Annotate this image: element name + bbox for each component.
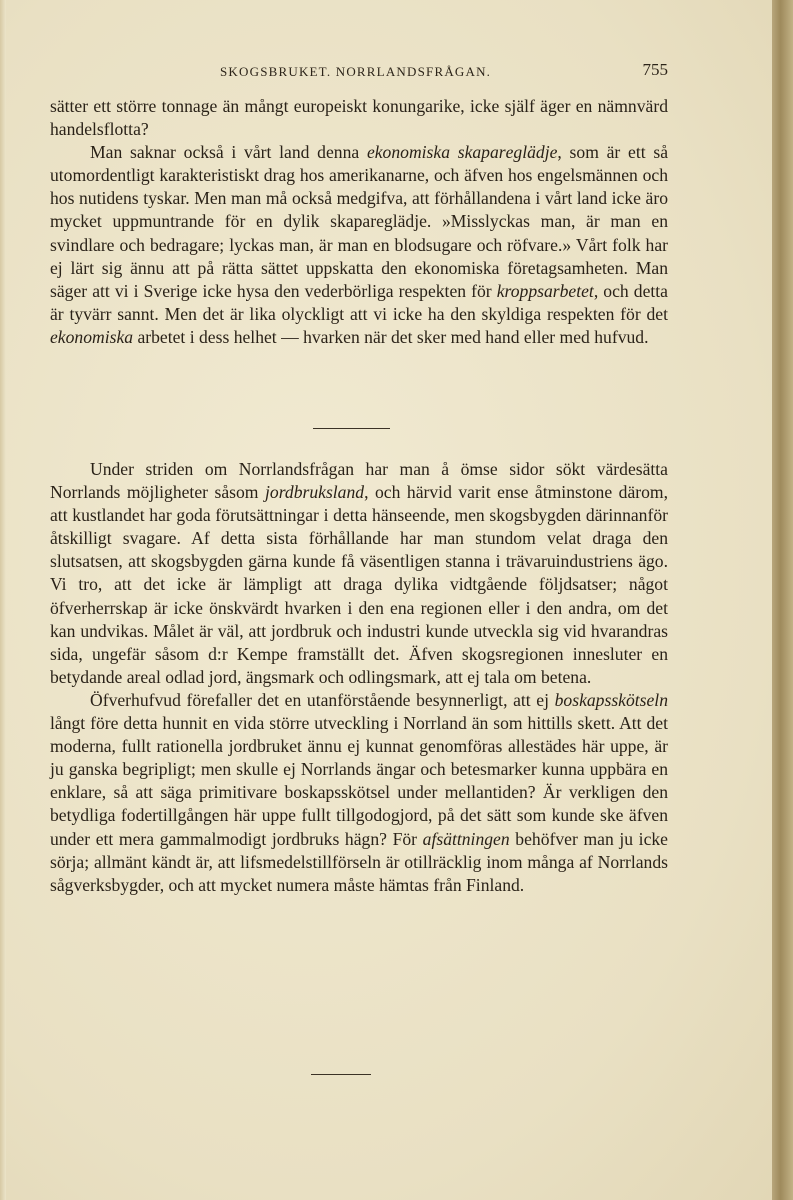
text-run: Man saknar också i vårt land denna: [90, 142, 367, 163]
section-2-text: [50, 458, 668, 897]
section-divider: [311, 1074, 371, 1075]
paragraph: [50, 458, 668, 689]
running-title: SKOGSBRUKET. NORRLANDSFRÅGAN.: [220, 64, 492, 79]
paragraph: [50, 689, 668, 897]
text-run: Under striden om Norrlandsfrågan har man å ömse sidor sökt värdesätta Norrlands möjligheter såsom: [50, 459, 668, 503]
paragraph: [50, 141, 668, 349]
section-1-text: [50, 95, 668, 349]
page-header: [60, 60, 668, 84]
page-left-edge: [0, 0, 6, 1200]
text-run: , och härvid varit ense åtminstone därom, att kustlandet har goda förutsättningar i detta hänseende, men skogsbygden därinnanför åtskilligt svagare. Af detta sista förhållande har man stundom velat draga den slutsatsen, att skogsbygden gärna kunde få väsentligen stanna i trävaruindustriens ägo. Vi tro, att det icke är lämpligt att draga dylika vidtgående följdsatser; något öfverherrskap är icke önskvärdt hvarken i den ena regionen eller i den andra, om det kan undvikas. Målet är väl, att jordbruk och industri kunde utveckla sig vid hvarandras sida, ungefär såsom d:r Kempe framställt det. Äfven skogsregionen innesluter en betydande areal odlad jord, ängsmark och odlingsmark, att ej tala om betena.: [50, 482, 668, 687]
italic-term: ekonomiska skaparеglädje: [366, 142, 558, 163]
text-run: behöfver man ju icke sörja; allmänt kändt är, att lifsmedelstillförseln är otillräcklig inom många af Norrlands sågverksbygder, och att mycket numera måste hämtas från Finland.: [50, 828, 668, 895]
italic-term: ekonomiska: [50, 326, 134, 347]
italic-term: afsättningen: [422, 828, 510, 849]
italic-term: kroppsarbetet: [496, 280, 594, 301]
text-run: arbetet i dess helhet — hvarken när det sker med hand eller med hufvud.: [133, 326, 649, 347]
text-run: , som är ett så utomordentligt karakteristiskt drag hos amerikanarne, och äfven hos engelsmännen och hos nutidens tyskar. Men man må också medgifva, att förhållandena i vårt land icke äro mycket uppmuntrande för en dylik skaparеglädje. »Misslyckas man, är man en svindlare och bedragare; lyckas man, är man en blodsugare och röfvare.» Vårt folk har ej lärt sig ännu att på rätta sättet uppskatta den ekonomiska företagsamheten. Man säger att vi i Sverige icke hysa den vederbörliga respekten för: [50, 142, 669, 301]
text-run: , och detta är tyvärr sannt. Men det är lika olyckligt att vi icke ha den skyldiga respekten för det: [50, 280, 668, 324]
italic-term: boskapsskötseln: [554, 689, 668, 710]
text-run: Öfverhufvud förefaller det en utanförstående besynnerligt, att ej: [90, 689, 555, 710]
italic-term: jordbruksland: [265, 482, 365, 503]
text-run: långt före detta hunnit en vida större utveckling i Norrland än som hittills skett. Att det moderna, fullt rationella jordbruket ännu ej kunnat genomföras allestädes här uppe, är ju ganska begripligt; men skulle ej Norrlands ängar och betesmarker kunna uppbära en enklare, så att säga primitivare boskapsskötsel under mellantiden? Är verkligen den betydliga fodertillgången här uppe fullt tillgodogjord, på det sätt som kunde ske äfven under ett mera gammalmodigt jordbruks hägn? För: [50, 713, 668, 849]
paragraph-continued: sätter ett större tonnage än mångt europeiskt konungarike, icke själf äger en nämnvärd handelsflotta?: [50, 96, 668, 140]
section-divider: [313, 428, 390, 429]
page-number: 755: [642, 60, 668, 79]
book-spine-edge: [772, 0, 793, 1200]
